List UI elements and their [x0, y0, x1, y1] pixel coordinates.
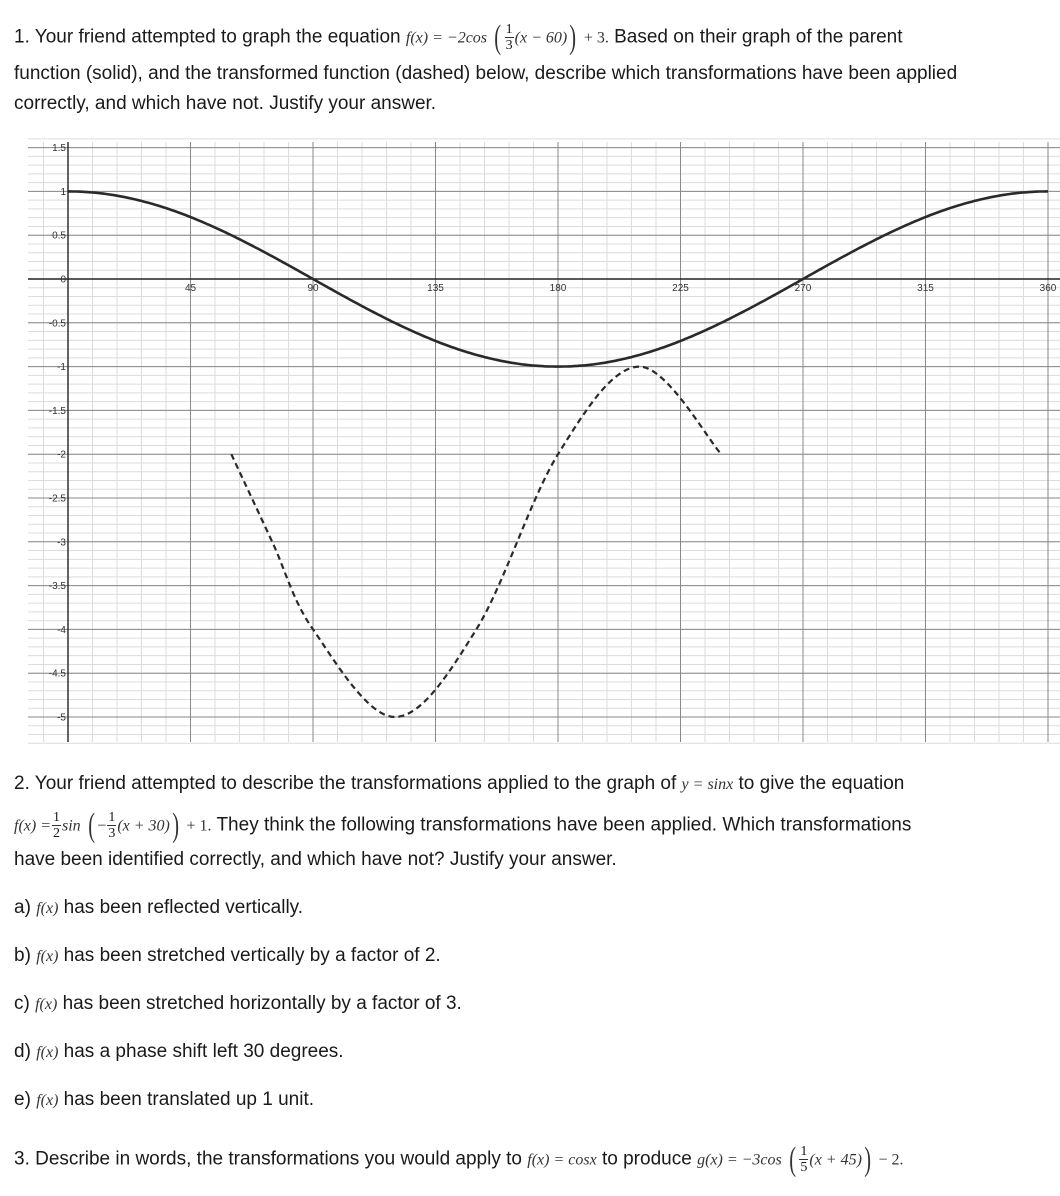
x-tick-label: 135 — [427, 283, 444, 294]
x-tick-label: 360 — [1039, 283, 1057, 294]
q2-lead: 2. Your friend attempted to describe the transformations applied to the graph of — [14, 773, 677, 794]
q1-equation-tail: + 3. — [583, 29, 609, 47]
q3-tail: − 2. — [878, 1151, 904, 1169]
q2-line1 — [14, 774, 904, 795]
q2-half: $\frac{1}{2}$ — [53, 810, 60, 841]
y-tick-label: 1.5 — [52, 143, 66, 155]
q1-line2: function (solid), and the transformed function (dashed) below, describe which transformations have been applied — [14, 63, 958, 84]
q2-item-e: e) f(x) has been translated up 1 unit. — [14, 1089, 315, 1110]
q2-inner: (x + 30) — [117, 817, 170, 835]
x-tick-labels — [185, 283, 1057, 294]
y-tick-label: -0.5 — [48, 318, 66, 330]
y-tick-labels — [49, 143, 67, 723]
x-tick-label: 90 — [307, 283, 319, 294]
q2-item-c: c) f(x) has been stretched horizontally by a factor of 3. — [14, 993, 462, 1014]
q2-text-c: They think the following transformations have been applied. Which transformations — [216, 814, 912, 836]
q2-third: $\frac{1}{3}$ — [108, 810, 116, 841]
x-tick-label: 225 — [672, 283, 689, 294]
q2-paren-open: ( — [88, 806, 96, 844]
q2-line2 — [14, 806, 912, 844]
y-tick-label: -1 — [57, 362, 66, 374]
x-tick-label: 270 — [794, 283, 812, 294]
q2-line3: have been identified correctly, and which have not? Justify your answer. — [14, 849, 617, 870]
y-tick-label: 0 — [60, 274, 66, 286]
minor-grid — [28, 139, 1060, 743]
q1-equation-lhs: f(x) = −2cos — [405, 29, 488, 47]
y-tick-label: -4.5 — [48, 668, 66, 680]
q2-eq-y: y = sinx — [681, 776, 734, 793]
x-tick-label: 315 — [917, 283, 934, 294]
q2-eq-lhs: f(x) = — [14, 817, 51, 835]
q2-item-a: a) f(x) has been reflected vertically. — [14, 897, 304, 918]
x-tick-label: 45 — [184, 283, 197, 294]
q3-line1 — [14, 1140, 904, 1178]
q3-text-b: to produce — [601, 1148, 692, 1170]
q1-text: Based on their graph of the parent — [614, 26, 903, 48]
q3-inner: (x + 45) — [809, 1151, 862, 1169]
q3-fraction: $\frac{1}{5}$ — [800, 1144, 808, 1175]
y-tick-label: -1.5 — [48, 405, 66, 417]
q2-item-d: d) f(x) has a phase shift left 30 degrees. — [14, 1041, 344, 1062]
q1-paren-close: ) — [569, 18, 577, 56]
q2-tail: + 1. — [186, 817, 212, 835]
q3-paren-close: ) — [864, 1140, 871, 1178]
y-tick-label: -5 — [57, 712, 66, 724]
major-grid — [28, 142, 1060, 742]
y-tick-label: 0.5 — [52, 230, 66, 242]
x-tick-label: 180 — [549, 283, 567, 294]
y-tick-label: 1 — [60, 186, 66, 198]
q2-paren-close: ) — [172, 806, 179, 844]
y-tick-label: -4 — [57, 624, 66, 636]
y-tick-label: -3.5 — [48, 581, 66, 593]
q2-item-b: b) f(x) has been stretched vertically by a factor of 2. — [14, 945, 441, 966]
y-tick-label: -2.5 — [48, 493, 66, 505]
q1-line1 — [14, 18, 903, 56]
q1-fraction: $\frac{1}{3}$ — [505, 22, 513, 53]
q3-eq-g: g(x) = −3cos — [697, 1151, 782, 1169]
axes — [28, 142, 1060, 742]
q3-eq-f: f(x) = cosx — [527, 1151, 597, 1169]
q1-equation-inner: (x − 60) — [514, 29, 568, 47]
y-tick-label: -3 — [57, 537, 66, 549]
q2-sin: sin — [62, 817, 81, 835]
q3-paren-open: ( — [789, 1140, 797, 1178]
q1-line3: correctly, and which have not. Justify your answer. — [14, 93, 437, 114]
q2-neg: − — [97, 817, 107, 835]
graph — [0, 124, 1060, 744]
q2-text-b: to give the equation — [738, 773, 905, 794]
y-tick-label: -2 — [57, 449, 66, 461]
q3-lead: 3. Describe in words, the transformations you would apply to — [14, 1148, 522, 1170]
q1-paren-open: ( — [494, 18, 502, 56]
q1-lead: 1. Your friend attempted to graph the equation — [14, 26, 401, 48]
